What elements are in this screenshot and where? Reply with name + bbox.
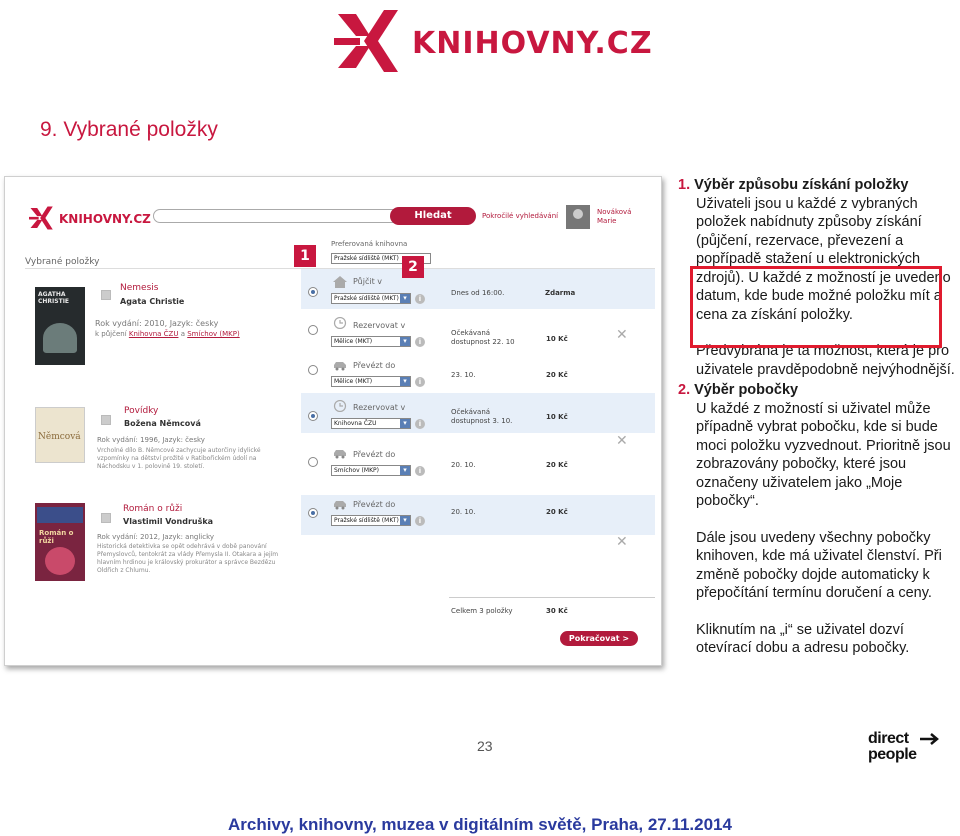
total-label: Celkem 3 položky [451,607,513,615]
page-number: 23 [477,738,493,754]
advanced-search-link[interactable]: Pokročilé vyhledávání [482,212,559,220]
logo-line-2: people [868,746,917,763]
car-icon [333,498,347,510]
library-link-czu[interactable]: Knihovna ČZU [128,330,179,338]
book-loan-info [95,330,240,339]
option-label: Převézt do [353,450,396,459]
preferred-library-label: Preferovaná knihovna [331,240,408,248]
remove-icon[interactable]: ✕ [616,433,628,449]
inner-logo-wordmark: KNIHOVNY.CZ [59,212,151,226]
inner-logo [29,205,151,233]
availability: Očekávaná dostupnost 3. 10. [451,408,513,425]
item1-title: Výběr způsobu získání položky [694,177,909,193]
branch-select[interactable]: Knihovna ČZU ▾ [331,418,411,429]
info-icon[interactable]: i [415,516,425,526]
item2-title: Výběr pobočky [694,382,799,398]
option-radio[interactable] [308,457,318,467]
option-label: Rezervovat v [353,403,406,412]
availability: 20. 10. [451,508,476,516]
library-link-smichov[interactable]: Smíchov (MKP) [187,330,240,338]
cover-band [37,507,83,523]
car-icon [333,359,347,371]
branch-select[interactable]: Mělice (MKT) ▾ [331,376,411,387]
option-radio[interactable] [308,287,318,297]
availability: Dnes od 16:00. [451,289,505,297]
option-radio[interactable] [308,365,318,375]
option-label: Půjčit v [353,277,383,286]
home-icon [333,276,347,288]
item1-heading [678,176,958,195]
branch-select[interactable]: Pražské sídliště (MKT) ▾ [331,293,411,304]
item2-info: Kliknutím na „i“ se uživatel dozví otevírací dobu a adresu pobočky. [696,621,910,656]
cover-art [45,547,75,575]
cover-text: Román o růži [39,529,74,545]
branch-select[interactable]: Pražské sídliště (MKT) ▾ [331,515,411,526]
info-icon[interactable]: i [415,337,425,347]
availability: Očekávaná dostupnost 22. 10 [451,329,515,346]
book-cover[interactable] [35,407,85,463]
price: 20 Kč [546,371,568,379]
marker-2: 2 [402,256,424,278]
highlight-box [690,266,942,348]
cover-art [43,323,77,353]
item1-body: Uživateli jsou u každé z vybraných položek nabídnuty způsoby získání (půjčení, rezervace, převezení a popřípadě stažení u elektronických zdrojů). U každé z možností je uvedeno datum, kde bude možné položku mít a cena za získání položky. [696,195,951,323]
option-radio[interactable] [308,508,318,518]
book-meta: Rok vydání: 2012, Jazyk: anglicky [97,533,215,541]
knihovny-k-icon [334,8,404,74]
info-icon[interactable]: i [415,377,425,387]
availability: 20. 10. [451,461,476,469]
item1-number: 1. [678,177,691,193]
book-description: Historická detektivka se opět odehrává v době panování Přemyslovců, tentokrát za vlády Přemysla II. Otakara a jejím hlavním hrdinou je královský prokurátor a správce Bezdězu Oldřich z Chlumu. [97,543,279,574]
explanation-text [678,176,958,658]
car-icon [333,447,347,459]
loan-and: a [180,330,185,338]
price: 20 Kč [546,461,568,469]
arrow-icon [920,732,940,746]
price: 10 Kč [546,413,568,421]
logo-wordmark: KNIHOVNY.CZ [412,26,653,61]
book-description: Vrcholné dílo B. Němcové zachycuje autorčiny idylické vzpomínky na dětství prožité v Ratibořickém údolí na Náchodsku v 1. polovině 19. století. [97,447,261,470]
clock-icon [333,400,347,412]
branch-select[interactable]: Smíchov (MKP) ▾ [331,465,411,476]
book-author: Vlastimil Vondruška [123,517,214,526]
selected-items-heading: Vybrané položky [25,257,100,267]
price: 20 Kč [546,508,568,516]
availability: 23. 10. [451,371,476,379]
marker-1: 1 [294,245,316,267]
cover-text: AGATHA CHRISTIE [38,291,70,305]
remove-icon[interactable]: ✕ [616,327,628,343]
knihovny-logo [334,8,653,74]
preferred-library-select[interactable]: Pražské sídliště (MKT) [331,253,431,264]
book-checkbox[interactable] [101,415,111,425]
clock-icon [333,317,347,329]
option-label: Převézt do [353,361,396,370]
book-meta: Rok vydání: 1996, Jazyk: česky [97,436,205,444]
avatar[interactable] [566,205,590,229]
item2-extra: Dále jsou uvedeny všechny pobočky knihoven, kde má uživatel členství. Při změně pobočky dojde automaticky k přepočítání termínu doručení a ceny. [696,529,942,601]
book-checkbox[interactable] [101,513,111,523]
item2-body: U každé z možností si uživatel může případně vybrat pobočku, kde si bude moci položku vyzvednout. Prioritně jsou zobrazovány pobočky, které jsou označeny uživatelem jako „Moje pobočky“. [696,400,951,509]
logo-line-1: direct [868,730,909,747]
item2-heading [678,381,958,400]
book-meta: Rok vydání: 2010, Jazyk: česky [95,319,219,328]
book-title[interactable]: Povídky [124,406,159,416]
item2-number: 2. [678,382,691,398]
continue-button[interactable]: Pokračovat > [560,631,638,646]
direct-people-logo [868,730,942,766]
option-label: Převézt do [353,500,396,509]
price: Zdarma [545,289,576,297]
price: 10 Kč [546,335,568,343]
book-checkbox[interactable] [101,290,111,300]
knihovny-k-icon [29,205,55,231]
loan-prefix: k půjčení [95,330,127,338]
item1-extra: Předvybrána je ta možnost, která je pro uživatele pravděpodobně nejvýhodnější. [696,343,955,378]
book-cover[interactable] [35,503,85,581]
info-icon[interactable]: i [415,466,425,476]
option-label: Rezervovat v [353,321,406,330]
slide-title: 9. Vybrané položky [40,118,218,141]
info-icon[interactable]: i [415,294,425,304]
search-button[interactable]: Hledat [390,207,476,225]
option-radio[interactable] [308,325,318,335]
total-divider [449,597,655,598]
total-value: 30 Kč [546,607,568,615]
remove-icon[interactable]: ✕ [616,534,628,550]
catalog-screenshot [4,176,662,666]
user-name[interactable]: Nováková Marie [597,208,632,225]
footer: Archivy, knihovny, muzea v digitálním světě, Praha, 27.11.2014 [228,815,732,834]
branch-select[interactable]: Mělice (MKT) ▾ [331,336,411,347]
search-input[interactable] [153,209,415,223]
book-author: Božena Němcová [124,419,201,428]
book-title[interactable]: Román o růži [123,504,183,514]
book-author: Agata Christie [120,297,185,306]
option-radio[interactable] [308,411,318,421]
book-title[interactable]: Nemesis [120,283,159,293]
book-cover[interactable] [35,287,85,365]
cover-text: Němcová [38,432,81,442]
info-icon[interactable]: i [415,419,425,429]
